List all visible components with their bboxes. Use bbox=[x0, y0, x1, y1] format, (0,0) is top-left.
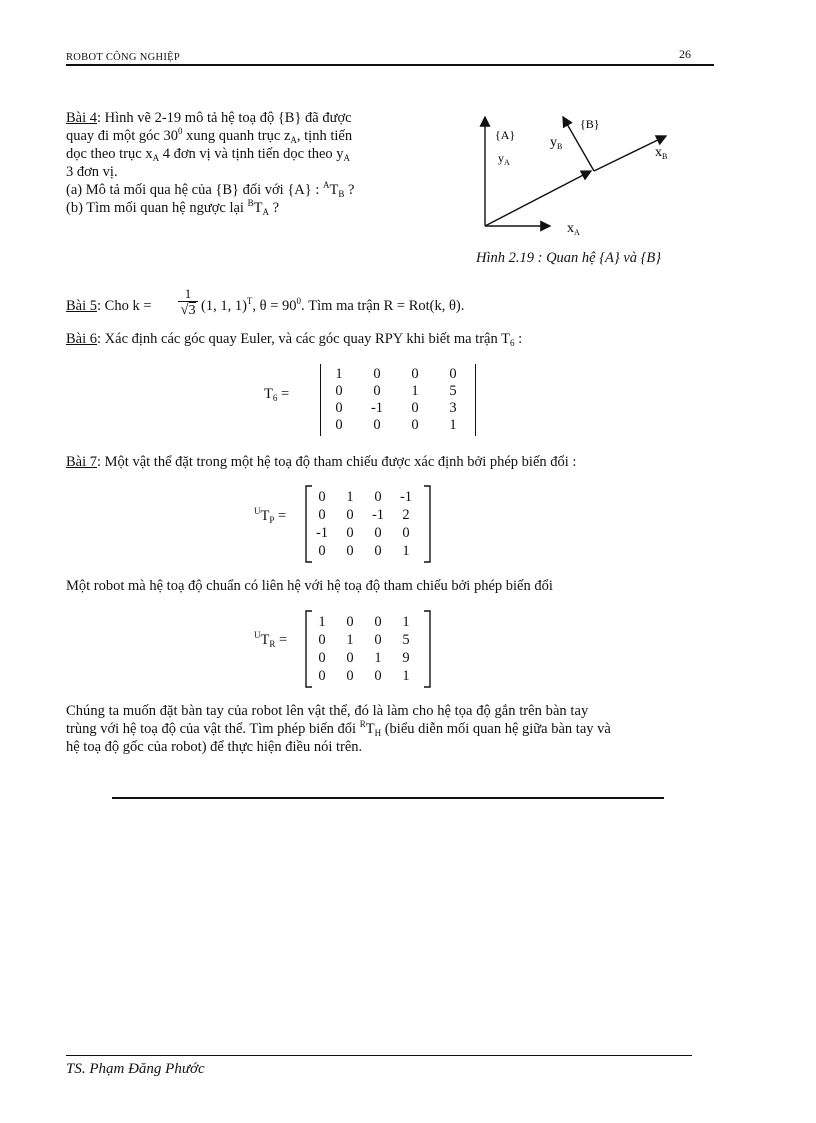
matrix-cell: 0 bbox=[374, 489, 382, 505]
matrix-cell: 0 bbox=[318, 668, 326, 684]
translation-arrow bbox=[485, 171, 591, 226]
footer-author: TS. Phạm Đăng Phước bbox=[66, 1061, 205, 1077]
frame-B-label: {B} bbox=[580, 117, 600, 131]
matrix-cell: 5 bbox=[402, 632, 410, 648]
matrix-cell: 0 bbox=[335, 417, 343, 433]
section-divider bbox=[112, 797, 664, 799]
UTR-name: $^UT_R$ = bbox=[254, 630, 288, 649]
running-header-title: ROBOT CÔNG NGHIỆP bbox=[66, 52, 180, 63]
matrix-cell: 0 bbox=[374, 543, 382, 559]
matrix-cell: 1 bbox=[318, 614, 326, 630]
bai7-mid: Một robot mà hệ toạ độ chuẩn có liên hệ với hệ toạ độ tham chiếu bởi phép biến đổi bbox=[66, 578, 553, 594]
matrix-cell: 9 bbox=[402, 650, 410, 666]
footer-rule bbox=[66, 1055, 692, 1056]
bai4-line3: dọc theo trục $x_A$ 4 đơn vị và tịnh tiến dọc theo $y_A$ bbox=[66, 146, 351, 163]
matrix-cell: 0 bbox=[373, 366, 381, 382]
matrix-cell: 0 bbox=[411, 417, 419, 433]
T6-left-bar bbox=[320, 364, 321, 436]
matrix-cell: 0 bbox=[411, 366, 419, 382]
matrix-cell: 0 bbox=[346, 614, 354, 630]
frame-diagram bbox=[470, 105, 710, 245]
matrix-cell: 1 bbox=[449, 417, 457, 433]
matrix-cell: 0 bbox=[346, 650, 354, 666]
bai4-line1: Bài 4: Hình vẽ 2-19 mô tả hệ toạ độ {B} đã được bbox=[66, 110, 352, 126]
bai4-line4: 3 đơn vị. bbox=[66, 164, 118, 180]
matrix-cell: -1 bbox=[370, 400, 384, 416]
bai7-para3: hệ toạ độ gốc của robot) để thực hiện điều nói trên. bbox=[66, 739, 363, 755]
frame-A-label: {A} bbox=[495, 128, 516, 142]
matrix-cell: 0 bbox=[346, 668, 354, 684]
matrix-cell: 0 bbox=[346, 543, 354, 559]
sqrt3: √3 bbox=[180, 302, 196, 318]
matrix-cell: 0 bbox=[335, 400, 343, 416]
matrix-cell: -1 bbox=[315, 525, 329, 541]
T6-name: $T_6$ = bbox=[264, 386, 290, 403]
xA-label: $x_A$ bbox=[567, 221, 580, 237]
matrix-cell: 0 bbox=[318, 489, 326, 505]
bai7-line: Bài 7: Một vật thể đặt trong một hệ toạ độ tham chiếu được xác định bởi phép biến đổi : bbox=[66, 454, 577, 470]
matrix-cell: 0 bbox=[374, 632, 382, 648]
matrix-cell: 1 bbox=[346, 632, 354, 648]
T6-right-bar bbox=[475, 364, 476, 436]
bai7-para1: Chúng ta muốn đặt bàn tay của robot lên vật thể, đó là làm cho hệ tọa độ gắn trên bàn tay bbox=[66, 703, 589, 719]
figure-caption: Hình 2.19 : Quan hệ {A} và {B} bbox=[476, 250, 662, 266]
bai5-label: Bài 5 bbox=[66, 298, 98, 314]
matrix-cell: 5 bbox=[449, 383, 457, 399]
matrix-cell: 0 bbox=[318, 650, 326, 666]
bai4-question-a: (a) Mô tả mối qua hệ của {B} đối với {A} : $^AT_B$ ? bbox=[66, 180, 355, 199]
page-number: 26 bbox=[679, 47, 691, 61]
bai6-label: Bài 6 bbox=[66, 331, 98, 347]
matrix-cell: 0 bbox=[449, 366, 457, 382]
matrix-cell: -1 bbox=[399, 489, 413, 505]
matrix-cell: 0 bbox=[346, 525, 354, 541]
bai4-line2: quay đi một góc $30^0$ xung quanh trục $z_A$, tịnh tiến bbox=[66, 126, 353, 145]
matrix-cell: 2 bbox=[402, 507, 410, 523]
bai4-label: Bài 4 bbox=[66, 110, 98, 126]
matrix-cell: 0 bbox=[411, 400, 419, 416]
yB-label: $y_B$ bbox=[550, 135, 563, 151]
xB-label: $x_B$ bbox=[655, 145, 668, 161]
matrix-cell: 0 bbox=[346, 507, 354, 523]
UTP-name: $^UT_P$ = bbox=[254, 506, 287, 525]
matrix-cell: 0 bbox=[374, 668, 382, 684]
bai7-para2: trùng với hệ toạ độ của vật thể. Tìm phép biến đổi $^RT_H$ (biểu diễn mối quan hệ giữa bàn tay và bbox=[66, 719, 611, 738]
matrix-cell: 1 bbox=[346, 489, 354, 505]
matrix-cell: 0 bbox=[373, 417, 381, 433]
matrix-cell: 1 bbox=[402, 543, 410, 559]
matrix-cell: 0 bbox=[373, 383, 381, 399]
bai6-line: Bài 6: Xác định các góc quay Euler, và các góc quay RPY khi biết ma trận $T_6$ : bbox=[66, 331, 523, 348]
matrix-cell: 0 bbox=[318, 507, 326, 523]
bai5-line: Bài 5: Cho k = bbox=[66, 298, 152, 314]
header-rule bbox=[66, 64, 714, 66]
matrix-cell: 0 bbox=[318, 543, 326, 559]
matrix-cell: 1 bbox=[411, 383, 419, 399]
matrix-cell: 0 bbox=[374, 525, 382, 541]
matrix-cell: 0 bbox=[402, 525, 410, 541]
matrix-cell: 1 bbox=[335, 366, 343, 382]
yA-label: $y_A$ bbox=[498, 151, 510, 167]
matrix-cell: 0 bbox=[318, 632, 326, 648]
matrix-cell: 0 bbox=[335, 383, 343, 399]
matrix-cell: 0 bbox=[374, 614, 382, 630]
bai4-question-b: (b) Tìm mối quan hệ ngược lại $^BT_A$ ? bbox=[66, 198, 280, 217]
matrix-cell: 1 bbox=[402, 614, 410, 630]
matrix-cell: 1 bbox=[374, 650, 382, 666]
bai7-label: Bài 7 bbox=[66, 454, 98, 470]
bai5-rest: (1, 1, 1)$^T$, $\theta = 90^0$. Tìm ma trận R = Rot(k, θ). bbox=[201, 296, 465, 314]
matrix-cell: 1 bbox=[402, 668, 410, 684]
bai5-fraction: 1 √3 bbox=[176, 286, 200, 319]
matrix-cell: -1 bbox=[371, 507, 385, 523]
matrix-cell: 3 bbox=[449, 400, 457, 416]
